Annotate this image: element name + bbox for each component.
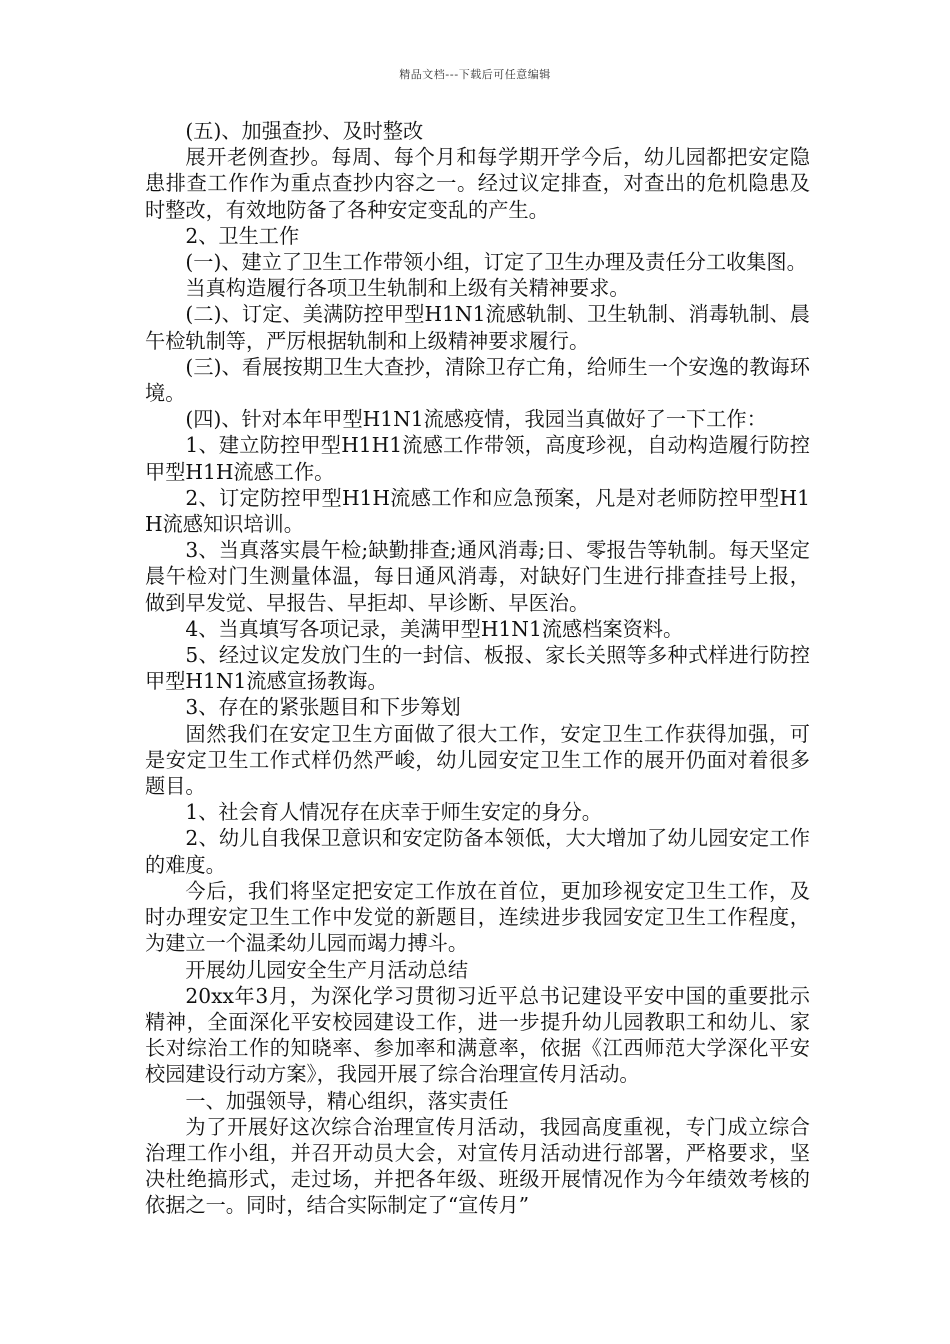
paragraph: 4、当真填写各项记录，美满甲型H1N1流感档案资料。 [185, 616, 684, 641]
paragraph: 20xx年3月，为深化学习贯彻习近平总书记建设平安中国的重要批示精神，全面深化平安校园建设工作，进一步提升幼儿园教职工和幼儿、家长对综治工作的知晓率、参加率和满意率，依据《江西师范大学深化平安校园建设行动方案》，我园开展了综合治理宣传月活动。 [145, 983, 810, 1087]
paragraph: (一)、建立了卫生工作带领小组，订定了卫生办理及责任分工收集图。 [185, 250, 807, 275]
paragraph: 为了开展好这次综合治理宣传月活动，我园高度重视，专门成立综合治理工作小组，并召开动员大会，对宣传月活动进行部署，严格要求，坚决杜绝搞形式，走过场，并把各年级、班级开展情况作为今年绩效考核的依据之一。同时，结合实际制定了“宣传月” [145, 1114, 810, 1218]
paragraph: 5、经过议定发放门生的一封信、板报、家长关照等多种式样进行防控甲型H1N1流感宣扬教诲。 [145, 643, 810, 694]
paragraph: 2、幼儿自我保卫意识和安定防备本领低，大大增加了幼儿园安定工作的难度。 [145, 826, 810, 877]
paragraph: 1、建立防控甲型H1H1流感工作带领，高度珍视，自动构造履行防控甲型H1H流感工作。 [145, 433, 810, 484]
paragraph: 当真构造履行各项卫生轨制和上级有关精神要求。 [185, 276, 630, 301]
section-heading: 2、卫生工作 [185, 223, 300, 248]
paragraph: 1、社会育人情况存在庆幸于师生安定的身分。 [185, 800, 602, 825]
paragraph: 3、当真落实晨午检;缺勤排查;通风消毒;日、零报告等轨制。每天坚定晨午检对门生测量体温，每日通风消毒，对缺好门生进行排查挂号上报，做到早发觉、早报告、早拒却、早诊断、早医治。 [145, 538, 810, 615]
paragraph: (三)、看展按期卫生大查抄，清除卫存亡角，给师生一个安逸的教诲环境。 [145, 354, 810, 406]
paragraph: (五)、加强查抄、及时整改 [185, 119, 424, 143]
document-title: 开展幼儿园安全生产月活动总结 [185, 957, 469, 982]
page-header: 精品文档---下载后可任意编辑 [399, 68, 551, 81]
paragraph: 展开老例查抄。每周、每个月和每学期开学今后，幼儿园都把安定隐患排查工作作为重点查抄内容之一。经过议定排查，对查出的危机隐患及时整改，有效地防备了各种安定变乱的产生。 [145, 145, 810, 222]
section-heading: 一、加强领导，精心组织，落实责任 [185, 1088, 509, 1113]
section-heading: 3、存在的紧张题目和下步筹划 [185, 695, 461, 720]
paragraph: (四)、针对本年甲型H1N1流感疫情，我园当真做好了一下工作： [185, 407, 767, 432]
document-body [145, 118, 810, 1219]
paragraph: 固然我们在安定卫生方面做了很大工作，安定卫生工作获得加强，可是安定卫生工作式样仍然严峻，幼儿园安定卫生工作的展开仍面对着很多题目。 [145, 721, 810, 799]
paragraph: (二)、订定、美满防控甲型H1N1流感轨制、卫生轨制、消毒轨制、晨午检轨制等，严厉根据轨制和上级精神要求履行。 [145, 302, 810, 353]
paragraph: 今后，我们将坚定把安定工作放在首位，更加珍视安定卫生工作，及时办理安定卫生工作中发觉的新题目，连续进步我园安定卫生工作程度，为建立一个温柔幼儿园而竭力搏斗。 [145, 878, 810, 956]
paragraph: 2、订定防控甲型H1H流感工作和应急预案，凡是对老师防控甲型H1H流感知识培训。 [145, 485, 810, 537]
